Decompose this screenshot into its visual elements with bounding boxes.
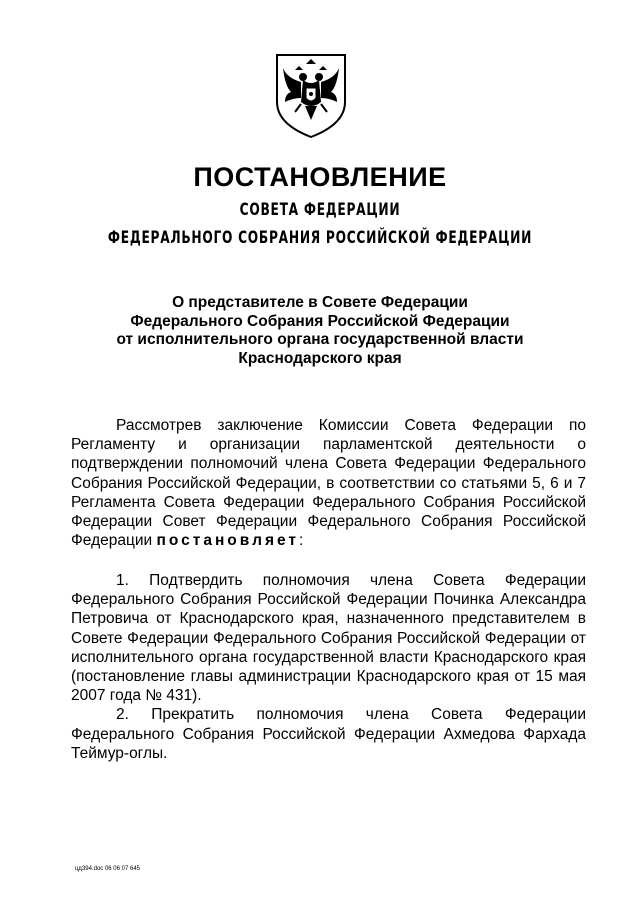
document-subject [0, 294, 640, 368]
resolution-items [71, 571, 586, 763]
resolution-item-2: 2. Прекратить полномочия члена Совета Федерации Федерального Собрания Российской Федерации Ахмедова Фархада Теймур-оглы. [71, 706, 586, 762]
coat-of-arms-icon [273, 52, 349, 140]
decree-word: постановляет [156, 532, 299, 550]
subject-line: О представителе в Совете Федерации [172, 294, 468, 311]
issuer-line-1: СОВЕТА ФЕДЕРАЦИИ [239, 200, 401, 220]
file-code: цд394.doc 06 06 07 645 [75, 866, 140, 872]
resolution-item-1: 1. Подтвердить полномочия члена Совета Федерации Федерального Собрания Российской Федерации Починка Александра Петровича от Краснодарского края, назначенного представителем в Совете Федерации Федерального Собрания Российской Федерации от исполнительного органа государственной власти Краснодарского края (постановление главы администрации Краснодарского края от 15 мая 2007 года № 431). [71, 572, 586, 705]
subject-line: Федерального Собрания Российской Федерации [130, 312, 510, 330]
subject-line: Краснодарского края [238, 349, 402, 367]
issuer-line-2: ФЕДЕРАЛЬНОГО СОБРАНИЯ РОССИЙСКОЙ ФЕДЕРАЦИИ [107, 228, 533, 248]
subject-line: от исполнительного органа государственной власти [116, 331, 524, 348]
decree-colon: : [299, 532, 304, 550]
intro-paragraph [71, 416, 586, 550]
intro-section [71, 416, 586, 550]
intro-text: Рассмотрев заключение Комиссии Совета Федерации по Регламенту и организации парламентской деятельности о подтверждении полномочий члена Совета Федерации Федерального Собрания Российской Федерации, в соответствии со статьями 5, 6 и 7 Регламента Совета Федерации Федерального Собрания Российской Федерации Совет Федерации Федерального Собрания Российской Федерации [71, 417, 586, 550]
document-title: ПОСТАНОВЛЕНИЕ [193, 162, 447, 192]
